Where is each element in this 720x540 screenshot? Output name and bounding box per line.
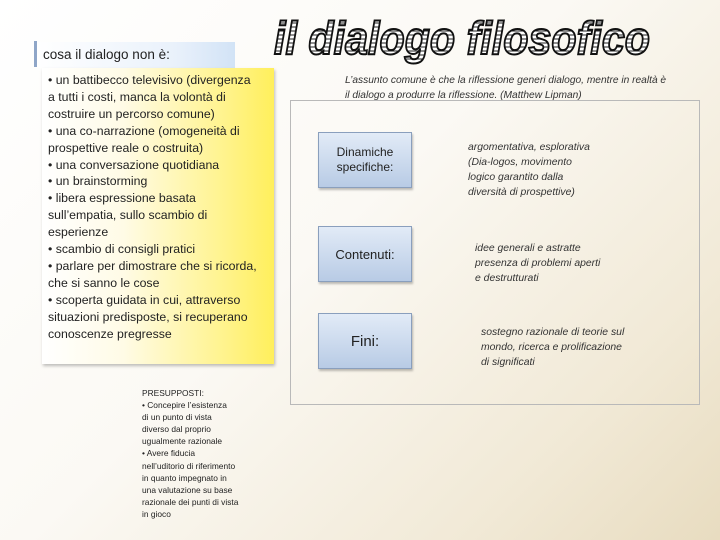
presupposti-line: in quanto impegnato in <box>142 472 227 483</box>
list-item: a tutti i costi, manca la volontà di <box>48 89 226 104</box>
desc-line: logico garantito dalla <box>468 172 564 183</box>
list-item: prospettive reale o costruita) <box>48 140 204 155</box>
list-item: • una co-narrazione (omogeneità di <box>48 123 240 138</box>
presupposti-line: razionale dei punti di vista <box>142 496 239 507</box>
list-item: • parlare per dimostrare che si ricorda, <box>48 258 257 273</box>
list-item: situazioni predisposte, si recuperano <box>48 309 248 324</box>
desc-line: idee generali e astratte <box>475 243 581 254</box>
desc-dinamiche <box>468 140 658 200</box>
label-contenuti <box>318 226 412 282</box>
desc-line: e destrutturati <box>475 273 539 284</box>
list-item: • un battibecco televisivo (divergenza <box>48 73 251 87</box>
presupposti-line: in gioco <box>142 508 171 519</box>
presupposti-heading: PRESUPPOSTI: <box>142 388 204 398</box>
label-fini <box>318 313 412 369</box>
list-item: sull’empatia, sullo scambio di <box>48 208 208 223</box>
list-item: • libera espressione basata <box>48 191 196 206</box>
left-section-header: cosa il dialogo non è: <box>37 42 235 68</box>
lipman-quote <box>345 73 700 103</box>
desc-line: di significati <box>481 357 535 368</box>
presupposti-line: diverso dal proprio <box>142 424 211 435</box>
label-line: Dinamiche <box>336 145 394 159</box>
quote-line: il dialogo a produrre la riflessione. (Matthew Lipman) <box>345 90 582 101</box>
quote-line: L’assunto comune è che la riflessione generi dialogo, mentre in realtà è <box>345 75 667 86</box>
label-line: specifiche: <box>336 160 394 174</box>
desc-line: argomentativa, esplorativa <box>468 142 590 153</box>
list-item: costruire un percorso comune) <box>48 106 215 121</box>
presupposti-line: • Avere fiducia <box>142 448 196 459</box>
presupposti-line: • Concepire l’esistenza <box>142 400 227 411</box>
list-item: • scambio di consigli pratici <box>48 242 196 257</box>
list-item: • una conversazione quotidiana <box>48 157 220 172</box>
list-item: esperienze <box>48 225 109 240</box>
desc-line: diversità di prospettive) <box>468 187 575 198</box>
slide-title-text: il dialogo filosofico <box>274 12 650 64</box>
list-item: conoscenze pregresse <box>48 326 172 341</box>
presupposti-line: ugualmente razionale <box>142 436 223 447</box>
label-line: Contenuti: <box>335 246 395 262</box>
slide-title <box>270 10 660 66</box>
desc-fini <box>481 325 661 370</box>
list-item: che si sanno le cose <box>48 275 160 290</box>
presupposti-line: nell’uditorio di riferimento <box>142 460 236 471</box>
presupposti-line: di un punto di vista <box>142 412 212 423</box>
desc-contenuti <box>475 241 645 286</box>
desc-line: sostegno razionale di teorie sul <box>481 327 625 338</box>
desc-line: (Dia-logos, movimento <box>468 157 572 168</box>
presupposti-line: una valutazione su base <box>142 484 233 495</box>
list-item: • scoperta guidata in cui, attraverso <box>48 292 241 307</box>
label-dinamiche <box>318 132 412 188</box>
presupposti-note <box>142 387 262 520</box>
label-line: Fini: <box>350 332 380 350</box>
desc-line: presenza di problemi aperti <box>475 258 601 269</box>
list-item: • un brainstorming <box>48 174 148 189</box>
not-dialogue-box <box>42 68 274 364</box>
desc-line: mondo, ricerca e prolificazione <box>481 342 622 353</box>
